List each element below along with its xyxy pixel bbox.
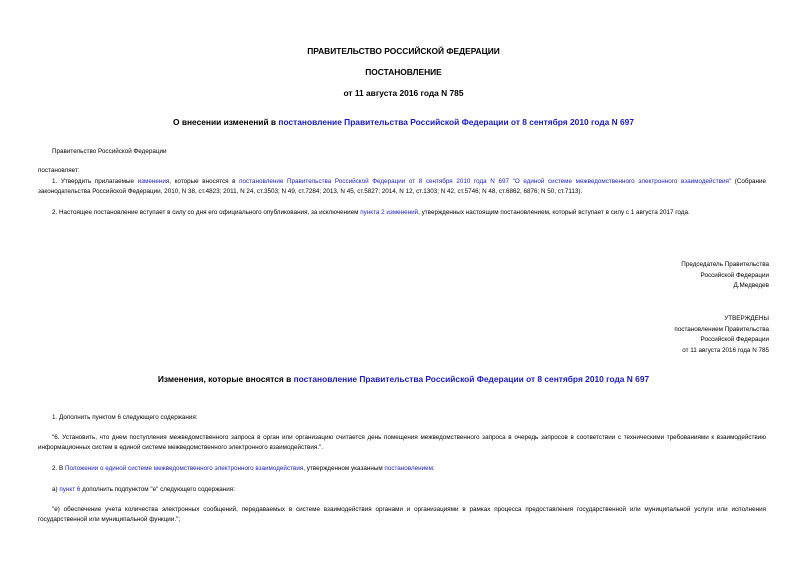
change-2a-quote: "е) обеспечение учета количества электронных сообщений, передаваемых в системе взаимодействия органами и организациями в рамках процесса предоставления государственной или муниципальной услуги или исполнения государственной или муниципальной функции."; [38, 506, 766, 523]
regulation-link[interactable]: Положении о единой системе межведомственного электронного взаимодействия [64, 465, 304, 472]
approval-date: от 11 августа 2016 года N 785 [682, 346, 769, 354]
approval-by: постановлением Правительства [674, 325, 769, 333]
item1-text-b: , которые вносятся в [169, 178, 240, 185]
government-heading: ПРАВИТЕЛЬСТВО РОССИЙСКОЙ ФЕДЕРАЦИИ [307, 46, 500, 56]
item1-resolution-link[interactable]: постановление Правительства Российской Федерации от 8 сентября 2010 года N 697 "О единой системе межведомственного электронного взаимодействия" [239, 178, 732, 185]
change2-text-b: , утвержденном указанным [303, 465, 385, 472]
item2-clause-link[interactable]: пункта 2 изменений [360, 209, 419, 216]
change2-text-c: : [432, 465, 435, 472]
change2a-text-a: а) [52, 486, 60, 493]
item2-text-a: 2. Настоящее постановление вступает в силу со дня его официального опубликования, за исключением [52, 209, 361, 216]
document-type: ПОСТАНОВЛЕНИЕ [365, 67, 442, 77]
changes-heading-link[interactable]: постановление Правительства Российской Федерации от 8 сентября 2010 года N 697 [293, 374, 650, 384]
change-1: 1. Дополнить пунктом 6 следующего содержания: [52, 414, 198, 421]
change2-text-a: 2. В [52, 465, 65, 472]
change-2a [52, 485, 235, 495]
item1-text-a: 1. Утвердить прилагаемые [52, 178, 138, 185]
signature-position: Председатель Правительства [681, 261, 769, 268]
document-title [0, 117, 807, 127]
item1-text-c: (Собрание законодательства Российской Федерации, 2010, N 38, ст.4823; 2011, N 24, ст.3503; N 49, ст.7284; 2013, N 45, ст.5827; 2014, N 12, ст.1303; N 42, ст.5746; N 48, ст.6862, 6876; N 50, ст.7113). [38, 178, 766, 195]
change-2 [52, 464, 435, 474]
intro-government: Правительство Российской Федерации [52, 148, 167, 155]
approval-country: Российской Федерации [700, 336, 769, 344]
changes-heading [0, 374, 807, 384]
document-date-number: от 11 августа 2016 года N 785 [343, 88, 464, 98]
approval-stamp [674, 314, 769, 356]
document-title-prefix: О внесении изменений в [172, 117, 279, 127]
document-title-link[interactable]: постановление Правительства Российской Федерации от 8 сентября 2010 года N 697 [278, 117, 634, 127]
paragraph-item-2 [38, 208, 766, 218]
changes-heading-prefix: Изменения, которые вносятся в [157, 374, 294, 384]
approval-label: УТВЕРЖДЕНЫ [724, 315, 769, 322]
signature-country: Российской Федерации [700, 271, 769, 279]
change2a-text-b: дополнить подпунктом "е" следующего содержания: [80, 486, 235, 493]
item2-text-b: , утвержденных настоящим постановлением, который вступает в силу с 1 августа 2017 года. [418, 209, 690, 216]
signature-name: Д.Медведев [733, 282, 769, 290]
change-1-quote: "6. Установить, что днем поступления межведомственного запроса в орган или организацию считается день помещения межведомственного запроса в очередь запросов в соответствии с техническими требованиями к взаимодействию информационных систем в единой системе межведомственного электронного взаимодействия.". [38, 434, 766, 451]
paragraph-item-1 [38, 177, 766, 197]
intro-decides: постановляет: [38, 167, 80, 174]
resolution-link[interactable]: постановлением [384, 465, 433, 472]
signature-block [681, 260, 769, 292]
item1-changes-link[interactable]: изменения [137, 178, 170, 185]
clause-6-link[interactable]: пункт 6 [59, 486, 81, 493]
